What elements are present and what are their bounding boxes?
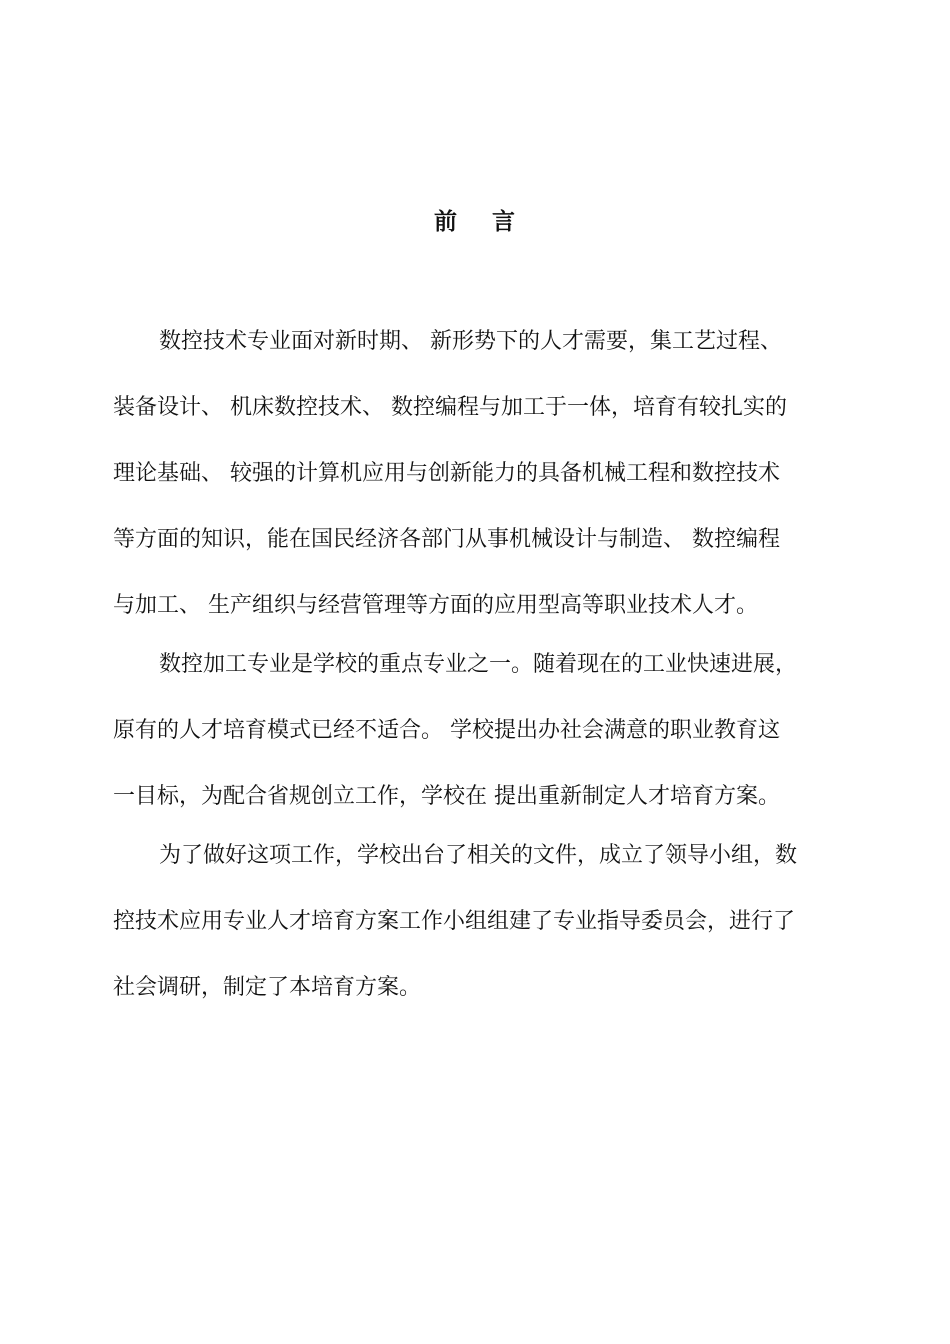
paragraph-2-line-1: 数控加工专业是学校的重点专业之一。随着现在的工业快速进展， <box>159 652 798 677</box>
body-text <box>113 320 841 1032</box>
paragraph-1-line-3: 理论基础、 较强的计算机应用与创新能力的具备机械工程和数控技术 <box>113 461 780 486</box>
paragraph-2-line-3: 一目标，为配合省规创立工作，学校在 提出重新制定人才培育方案。 <box>113 784 780 809</box>
title-char-2: 言 <box>492 209 516 235</box>
paragraph-2-line-2: 原有的人才培育模式已经不适合。 学校提出办社会满意的职业教育这 <box>113 718 780 743</box>
paragraph-3-line-1: 为了做好这项工作，学校出台了相关的文件，成立了领导小组，数 <box>159 843 798 868</box>
paragraph-1-line-5: 与加工、 生产组织与经营管理等方面的应用型高等职业技术人才。 <box>113 593 758 618</box>
paragraph-3-line-3: 社会调研，制定了本培育方案。 <box>113 975 422 1000</box>
page-title <box>0 203 950 236</box>
paragraph-1-line-1: 数控技术专业面对新时期、 新形势下的人才需要，集工艺过程、 <box>159 329 782 354</box>
paragraph-3-line-2: 控技术应用专业人才培育方案工作小组组建了专业指导委员会，进行了 <box>113 909 796 934</box>
title-char-1: 前 <box>434 209 458 235</box>
paragraph-1-line-2: 装备设计、 机床数控技术、 数控编程与加工于一体，培育有较扎实的 <box>113 395 787 420</box>
paragraph-1-line-4: 等方面的知识，能在国民经济各部门从事机械设计与制造、 数控编程 <box>113 527 780 552</box>
